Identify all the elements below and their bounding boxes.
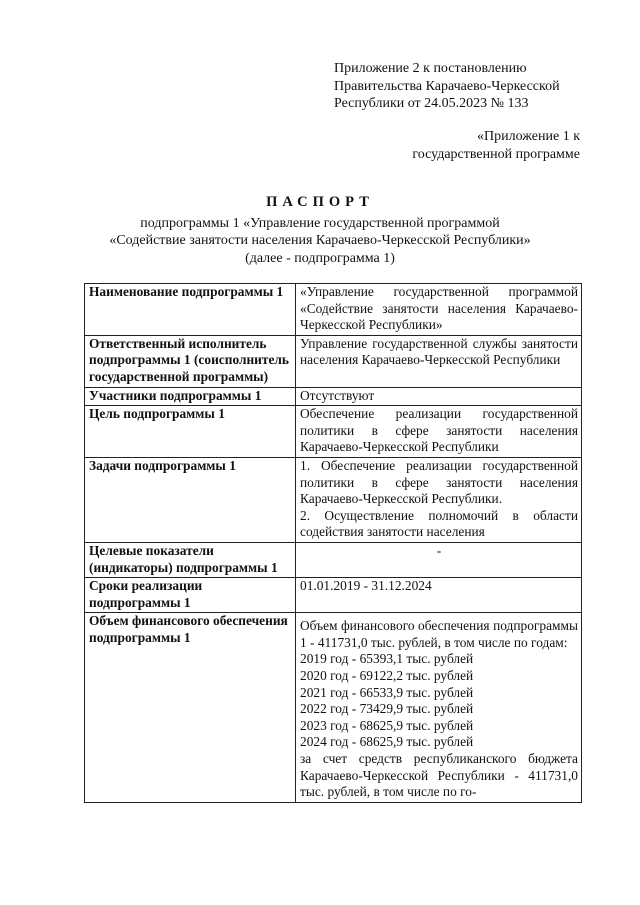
appendix-sub-header [412,128,580,163]
table-row [85,457,582,542]
task-item: 1. Обеспечение реализации государственной политики в сфере занятости населения Карачаево-Черкесской Республики. [300,457,578,507]
title-line-2: «Содействие занятости населения Карачаево-Черкесской Республики» [109,233,531,248]
funding-source: за счет средств республиканского бюджета Карачаево-Черкесской Республики - 411731,0 тыс. рублей, в том числе по го- [300,751,578,800]
passport-table [84,283,582,803]
funding-year: 2022 год - 73429,9 тыс. рублей [300,701,474,717]
funding-year: 2019 год - 65393,1 тыс. рублей [300,651,474,667]
row-value [296,613,582,803]
appendix-sub-line-1: «Приложение 1 к [477,129,580,144]
funding-year: 2024 год - 68625,9 тыс. рублей [300,734,474,750]
row-label: Целевые показатели (индикаторы) подпрограммы 1 [85,542,296,577]
appendix-header [334,60,560,113]
appendix-line-2: Правительства Карачаево-Черкесской [334,78,560,94]
appendix-sub-line-2: государственной программе [412,146,580,162]
table-row [85,613,582,803]
table-row [85,387,582,406]
row-label: Объем финансового обеспечения подпрограммы 1 [85,613,296,803]
row-label: Задачи подпрограммы 1 [85,457,296,542]
row-label: Цель подпрограммы 1 [85,406,296,458]
row-value: - [296,542,582,577]
funding-year: 2020 год - 69122,2 тыс. рублей [300,668,474,684]
title-line-3: (далее - подпрограмма 1) [245,250,395,266]
title-line-1: подпрограммы 1 «Управление государственной программой [140,215,500,231]
row-label: Участники подпрограммы 1 [85,387,296,406]
table-row [85,578,582,613]
funding-summary: Объем финансового обеспечения подпрограммы 1 - 411731,0 тыс. рублей, в том числе по годам: [300,618,578,650]
funding-year: 2021 год - 66533,9 тыс. рублей [300,684,474,700]
appendix-line-1: Приложение 2 к постановлению [334,61,527,76]
row-value: 01.01.2019 - 31.12.2024 [296,578,582,613]
passport-heading: ПАСПОРТ [266,194,374,210]
row-value [296,457,582,542]
row-label: Наименование подпрограммы 1 [85,284,296,336]
funding-year: 2023 год - 68625,9 тыс. рублей [300,717,474,733]
row-value: Отсутствуют [296,387,582,406]
table-row [85,542,582,577]
row-value: Обеспечение реализации государственной политики в сфере занятости населения Карачаево-Черкесской Республики [296,406,582,458]
table-row [85,335,582,387]
table-row [85,284,582,336]
appendix-line-3: Республики от 24.05.2023 № 133 [334,96,529,111]
row-value: Управление государственной службы занятости населения Карачаево-Черкесской Республики [296,335,582,387]
document-title [0,194,640,267]
row-label: Ответственный исполнитель подпрограммы 1 (соисполнитель государственной программы) [85,335,296,387]
row-label: Сроки реализации подпрограммы 1 [85,578,296,613]
table-row [85,406,582,458]
task-item: 2. Осуществление полномочий в области содействия занятости населения [300,507,578,540]
row-value: «Управление государственной программой «Содействие занятости населения Карачаево-Черкесской Республики» [296,284,582,336]
